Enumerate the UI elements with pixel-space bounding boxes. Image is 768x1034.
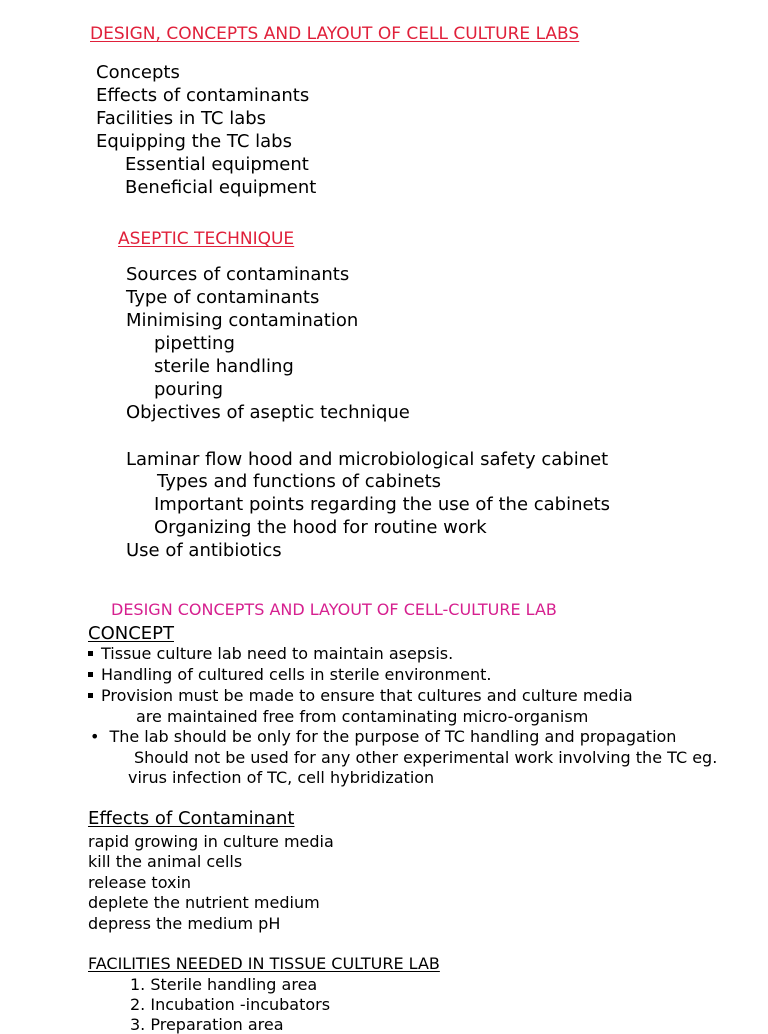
list-item: Use of antibiotics xyxy=(126,540,282,561)
list-item: • The lab should be only for the purpose of TC handling and propagation xyxy=(90,727,677,746)
list-item: depress the medium pH xyxy=(88,914,281,933)
list-item: release toxin xyxy=(88,873,192,892)
list-item: Objectives of aseptic technique xyxy=(126,402,410,423)
list-item: 3. Preparation area xyxy=(130,1015,284,1034)
list-item: Laminar flow hood and microbiological safety cabinet xyxy=(126,449,609,470)
list-item: Equipping the TC labs xyxy=(96,131,292,152)
list-item: Type of contaminants xyxy=(126,287,320,308)
list-item: Tissue culture lab need to maintain asepsis. xyxy=(88,645,453,663)
bullet-dot-icon: • xyxy=(90,727,100,746)
list-sub-item: Essential equipment xyxy=(125,154,309,175)
list-item-continuation: virus infection of TC, cell hybridization xyxy=(128,768,435,787)
list-item: 2. Incubation -incubators xyxy=(130,995,331,1014)
list-item: rapid growing in culture media xyxy=(88,832,334,851)
list-item-continuation: Should not be used for any other experimental work involving the TC eg. xyxy=(134,748,718,767)
list-item: 1. Sterile handling area xyxy=(130,975,318,994)
bullet-square-icon xyxy=(88,651,93,656)
list-item: kill the animal cells xyxy=(88,852,243,871)
list-item: Facilities in TC labs xyxy=(96,108,267,129)
list-sub-item: Important points regarding the use of the cabinets xyxy=(154,494,611,515)
concept-heading: CONCEPT xyxy=(88,623,174,644)
list-sub-item: Beneficial equipment xyxy=(125,177,317,198)
list-item: Minimising contamination xyxy=(126,310,359,331)
list-item: deplete the nutrient medium xyxy=(88,893,320,912)
list-sub-item: Organizing the hood for routine work xyxy=(154,517,487,538)
section-heading: DESIGN CONCEPTS AND LAYOUT OF CELL-CULTURE LAB xyxy=(111,600,557,619)
list-item: Effects of contaminants xyxy=(96,85,310,106)
effects-heading: Effects of Contaminant xyxy=(88,808,295,829)
list-item-continuation: are maintained free from contaminating micro-organism xyxy=(136,707,589,726)
list-sub-item: Types and functions of cabinets xyxy=(157,471,442,492)
list-item: Provision must be made to ensure that cultures and culture media xyxy=(88,687,633,705)
bullet-square-icon xyxy=(88,672,93,677)
list-sub-item: sterile handling xyxy=(154,356,294,377)
list-item: Sources of contaminants xyxy=(126,264,350,285)
list-item: Concepts xyxy=(96,62,180,83)
list-sub-item: pipetting xyxy=(154,333,235,354)
list-sub-item: pouring xyxy=(154,379,224,400)
page-title: DESIGN, CONCEPTS AND LAYOUT OF CELL CULTURE LABS xyxy=(90,24,580,44)
list-item: Handling of cultured cells in sterile environment. xyxy=(88,666,491,684)
facilities-heading: FACILITIES NEEDED IN TISSUE CULTURE LAB xyxy=(88,954,440,973)
aseptic-heading: ASEPTIC TECHNIQUE xyxy=(118,229,295,249)
bullet-square-icon xyxy=(88,693,93,698)
